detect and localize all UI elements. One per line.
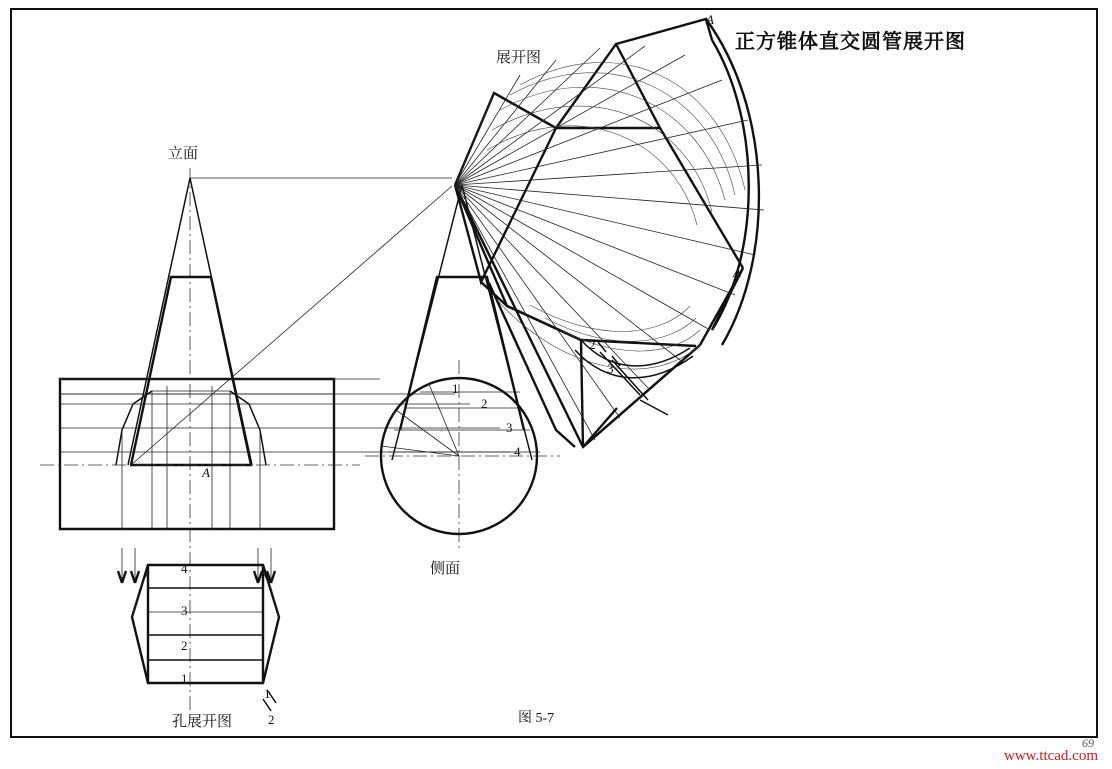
side-marker-4: 4 [514, 444, 521, 459]
point-a-front-label: A [202, 465, 210, 480]
side-marker-1: 1 [452, 381, 459, 396]
hole-corner-marker-1: 1 [264, 686, 271, 701]
side-marker-3: 3 [506, 420, 513, 435]
hole-marker-2: 2 [181, 638, 188, 653]
development-marker-3: 3 [607, 361, 614, 376]
hole-marker-4: 4 [181, 561, 188, 576]
point-a-right-label: A [733, 265, 741, 280]
figure-caption: 图 5-7 [518, 711, 555, 726]
watermark: www.ttcad.com [1004, 748, 1098, 764]
side-view-label: 侧面 [430, 561, 461, 577]
front-view-label: 立面 [168, 146, 199, 162]
hole-marker-1: 1 [181, 671, 188, 686]
page-title: 正方锥体直交圆管展开图 [735, 31, 966, 53]
hole-development-label: 孔展开图 [172, 714, 233, 730]
side-marker-2: 2 [481, 396, 488, 411]
development-marker-2: 2 [589, 337, 596, 352]
hole-corner-marker-2: 2 [268, 712, 275, 727]
development-label: 展开图 [496, 50, 542, 66]
point-a-top-label: A [706, 12, 714, 27]
hole-marker-3: 3 [181, 603, 188, 618]
page-number: 69 [1082, 736, 1094, 750]
